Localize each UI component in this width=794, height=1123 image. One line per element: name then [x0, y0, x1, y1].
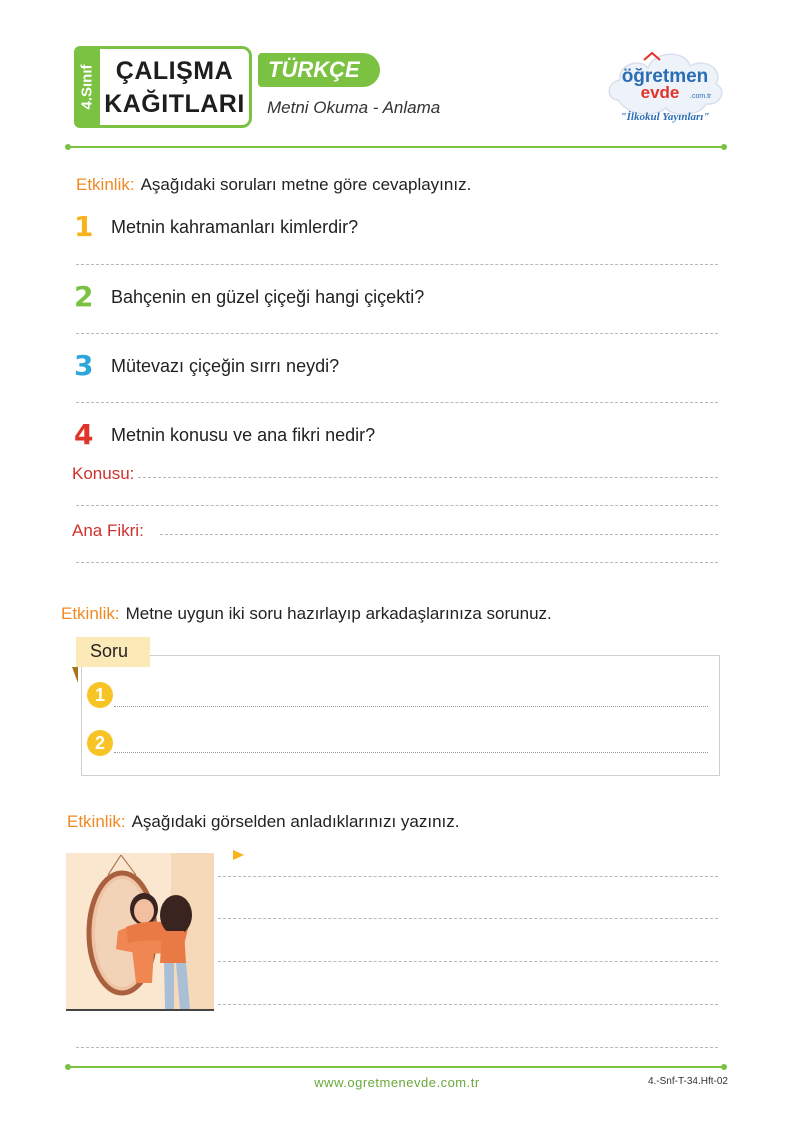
logo-bottom-text: evde	[640, 83, 680, 102]
answer-line-2[interactable]	[76, 333, 718, 334]
illustration-baseline	[66, 1009, 214, 1011]
footer-code: 4.-Snf-T-34.Hft-02	[647, 1076, 728, 1087]
question-4-number: 4	[74, 418, 94, 451]
footer-dot-right	[721, 1064, 727, 1070]
question-1-text: Metnin kahramanları kimlerdir?	[111, 217, 359, 237]
question-1-number: 1	[74, 210, 94, 243]
write-line-4[interactable]	[218, 1004, 718, 1005]
activity3-label: Etkinlik:	[67, 812, 126, 831]
soru-box	[81, 655, 720, 776]
footer-divider	[68, 1066, 724, 1068]
title-line-2: KAĞITLARI	[104, 90, 245, 118]
question-2-text: Bahçenin en güzel çiçeği hangi çiçekti?	[111, 287, 425, 307]
topic-subtitle: Metni Okuma - Anlama	[267, 98, 441, 117]
soru-1-badge: 1	[87, 682, 113, 708]
worksheet-title-box	[100, 46, 252, 128]
ana-fikir-line-2[interactable]	[76, 562, 718, 563]
activity2-label: Etkinlik:	[61, 604, 120, 623]
header-divider	[68, 146, 724, 148]
question-3-number: 3	[74, 349, 94, 382]
mirror-hug-illustration	[66, 853, 214, 1009]
ana-fikir-label: Ana Fikri:	[72, 521, 144, 540]
soru-2-line[interactable]	[114, 752, 708, 753]
answer-line-1[interactable]	[76, 264, 718, 265]
activity2-instruction: Etkinlik: Metne uygun iki soru hazırlayıp arkadaşlarınıza sorunuz.	[61, 604, 552, 623]
question-4-text: Metnin konusu ve ana fikri nedir?	[111, 425, 376, 445]
konu-line-2[interactable]	[76, 505, 718, 506]
write-line-1[interactable]	[218, 876, 718, 877]
soru-tag-fold	[72, 667, 78, 683]
question-2-number: 2	[74, 280, 94, 313]
grade-tab	[74, 46, 100, 128]
write-line-3[interactable]	[218, 961, 718, 962]
title-line-1: ÇALIŞMA	[115, 57, 234, 85]
rule-dot-right	[721, 144, 727, 150]
logo-top-text: öğretmen	[621, 66, 709, 87]
logo-tagline: "İlkokul Yayınları"	[620, 111, 710, 123]
soru-tag	[76, 637, 150, 667]
logo-domain-text: .com.tr	[690, 93, 712, 100]
write-line-5[interactable]	[76, 1047, 718, 1048]
arrow-marker-icon	[233, 850, 244, 860]
konu-label: Konusu:	[72, 464, 135, 483]
soru-2-badge: 2	[87, 730, 113, 756]
answer-line-3[interactable]	[76, 402, 718, 403]
activity1-instruction: Etkinlik: Aşağıdaki soruları metne göre cevaplayınız.	[76, 175, 472, 194]
publisher-logo	[604, 44, 726, 132]
soru-1-line[interactable]	[114, 706, 708, 707]
activity3-instruction: Etkinlik: Aşağıdaki görselden anladıklarınızı yazınız.	[67, 812, 460, 831]
konu-line[interactable]	[138, 477, 718, 478]
grade-label: 4.Sınıf	[78, 64, 96, 110]
write-line-2[interactable]	[218, 918, 718, 919]
question-3-text: Mütevazı çiçeğin sırrı neydi?	[111, 356, 340, 376]
activity1-label: Etkinlik:	[76, 175, 135, 194]
ana-fikir-line[interactable]	[160, 534, 718, 535]
subject-label: TÜRKÇE	[268, 57, 360, 82]
subject-badge	[258, 53, 380, 87]
footer-url[interactable]: www.ogretmenevde.com.tr	[314, 1075, 480, 1090]
soru-tag-label: Soru	[90, 641, 129, 661]
